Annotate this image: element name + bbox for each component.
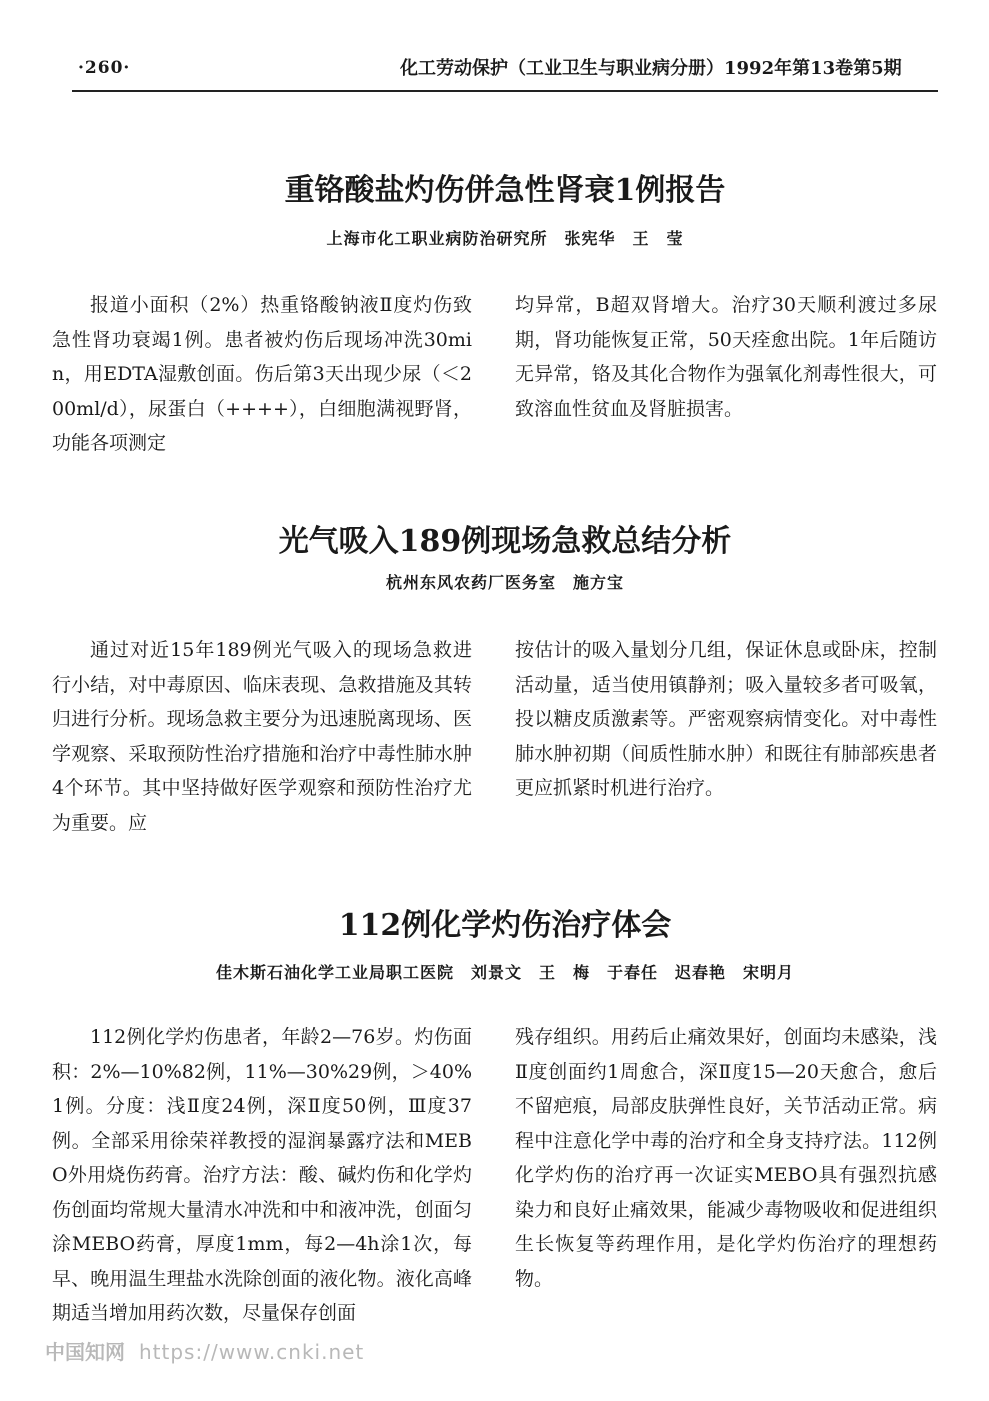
cnki-watermark	[45, 1336, 364, 1365]
article-2-right-column	[515, 633, 937, 806]
article-2-left-column	[52, 633, 472, 840]
page-number: ·260·	[78, 58, 131, 78]
article-2-right-text: 按估计的吸入量划分几组，保证休息或卧床，控制活动量，适当使用镇静剂；吸入量较多者可吸氧，投以糖皮质激素等。严密观察病情变化。对中毒性肺水肿初期（间质性肺水肿）和既往有肺部疾患者更应抓紧时机进行治疗。	[515, 639, 937, 799]
article-3-left-text: 112例化学灼伤患者，年龄2—76岁。灼伤面积：2%—10%82例，11%—30%29例，＞40%1例。分度：浅Ⅱ度24例，深Ⅱ度50例，Ⅲ度37例。全部采用徐荣祥教授的湿润暴露疗法和MEBO外用烧伤药膏。治疗方法：酸、碱灼伤和化学灼伤创面均常规大量清水冲洗和中和液冲洗，创面匀涂MEBO药膏，厚度1mm，每2—4h涂1次，每早、晚用温生理盐水洗除创面的液化物。液化高峰期适当增加用药次数，尽量保存创面	[52, 1026, 472, 1324]
article-1-right-column	[515, 288, 937, 426]
article-1-right-text: 均异常，B超双肾增大。治疗30天顺利渡过多尿期，肾功能恢复正常，50天痊愈出院。1年后随访无异常，铬及其化合物作为强氧化剂毒性很大，可致溶血性贫血及肾脏损害。	[515, 294, 937, 420]
article-1-byline: 上海市化工职业病防治研究所 张宪华 王 莹	[326, 229, 684, 248]
article-3-byline: 佳木斯石油化学工业局职工医院 刘景文 王 梅 于春任 迟春艳 宋明月	[215, 963, 794, 982]
article-3-left-column	[52, 1020, 472, 1331]
article-1-left-column	[52, 288, 472, 461]
article-1-title: 重铬酸盐灼伤併急性肾衰1例报告	[284, 173, 726, 208]
article-3-right-text: 残存组织。用药后止痛效果好，创面均未感染，浅Ⅱ度创面约1周愈合，深Ⅱ度15—20天愈合，愈后不留疤痕，局部皮肤弹性良好，关节活动正常。病程中注意化学中毒的治疗和全身支持疗法。112例化学灼伤的治疗再一次证实MEBO具有强烈抗感染力和良好止痛效果，能减少毒物吸收和促进组织生长恢复等药理作用，是化学灼伤治疗的理想药物。	[515, 1026, 937, 1290]
article-3-title: 112例化学灼伤治疗体会	[338, 908, 672, 943]
article-2-title: 光气吸入189例现场急救总结分析	[278, 524, 732, 559]
header-divider	[72, 90, 938, 92]
article-1-left-text: 报道小面积（2%）热重铬酸钠液Ⅱ度灼伤致急性肾功衰竭1例。患者被灼伤后现场冲洗30min，用EDTA湿敷创面。伤后第3天出现少尿（＜200ml/d），尿蛋白（++++），白细胞满视野肾，功能各项测定	[52, 294, 472, 454]
watermark-brand: 中国知网	[45, 1340, 125, 1364]
article-2-byline: 杭州东风农药厂医务室 施方宝	[385, 573, 624, 592]
watermark-url: https://www.cnki.net	[139, 1340, 365, 1364]
article-2-left-text: 通过对近15年189例光气吸入的现场急救进行小结，对中毒原因、临床表现、急救措施及其转归进行分析。现场急救主要分为迅速脱离现场、医学观察、采取预防性治疗措施和治疗中毒性肺水肿4个环节。其中坚持做好医学观察和预防性治疗尤为重要。应	[52, 639, 472, 834]
journal-header: 化工劳动保护（工业卫生与职业病分册）1992年第13卷第5期	[400, 58, 902, 79]
article-3-right-column	[515, 1020, 937, 1296]
